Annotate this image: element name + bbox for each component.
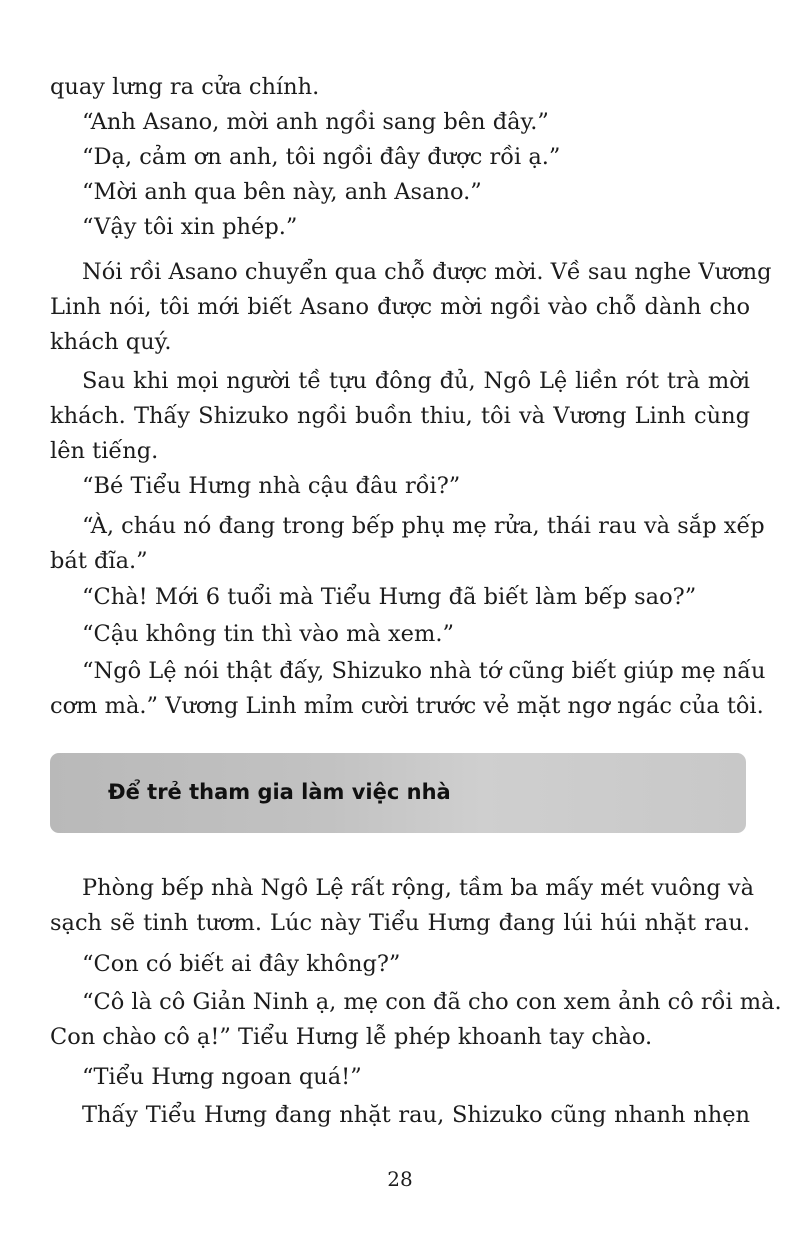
section-heading-banner xyxy=(50,753,746,833)
text-line: “Vậy tôi xin phép.” xyxy=(82,214,298,240)
text-line: Con chào cô ạ!” Tiểu Hưng lễ phép khoanh tay chào. xyxy=(50,1024,653,1050)
dialogue-paragraph xyxy=(50,947,750,982)
text-line: Linh nói, tôi mới biết Asano được mời ngồi vào chỗ dành cho xyxy=(50,294,750,320)
narrative-paragraph xyxy=(50,871,755,941)
text-line: “Cậu không tin thì vào mà xem.” xyxy=(82,621,454,647)
dialogue-paragraph xyxy=(50,140,750,175)
text-line: cơm mà.” Vương Linh mỉm cười trước vẻ mặt ngơ ngác của tôi. xyxy=(50,693,764,719)
text-line: lên tiếng. xyxy=(50,438,159,464)
narrative-paragraph xyxy=(50,1098,750,1133)
paragraph-continuation xyxy=(50,70,750,105)
text-line: quay lưng ra cửa chính. xyxy=(50,74,320,100)
text-line: “À, cháu nó đang trong bếp phụ mẹ rửa, thái rau và sắp xếp xyxy=(82,513,765,539)
dialogue-paragraph xyxy=(50,1060,750,1095)
text-line: Nói rồi Asano chuyển qua chỗ được mời. Về sau nghe Vương xyxy=(82,259,772,285)
text-line: “Mời anh qua bên này, anh Asano.” xyxy=(82,179,482,205)
dialogue-paragraph xyxy=(50,985,782,1055)
text-line: “Ngô Lệ nói thật đấy, Shizuko nhà tớ cũng biết giúp mẹ nấu xyxy=(82,658,766,684)
section-heading: Để trẻ tham gia làm việc nhà xyxy=(108,780,451,804)
text-line: “Tiểu Hưng ngoan quá!” xyxy=(82,1064,362,1090)
text-line: “Con có biết ai đây không?” xyxy=(82,951,401,977)
text-line: “Dạ, cảm ơn anh, tôi ngồi đây được rồi ạ.” xyxy=(82,144,561,170)
text-line: sạch sẽ tinh tươm. Lúc này Tiểu Hưng đang lúi húi nhặt rau. xyxy=(50,910,750,936)
dialogue-paragraph xyxy=(50,654,766,724)
page-number: 28 xyxy=(387,1167,413,1191)
dialogue-paragraph xyxy=(50,210,750,245)
text-line: khách. Thấy Shizuko ngồi buồn thiu, tôi và Vương Linh cùng xyxy=(50,403,750,429)
dialogue-paragraph xyxy=(50,469,750,504)
text-line: “Chà! Mới 6 tuổi mà Tiểu Hưng đã biết làm bếp sao?” xyxy=(82,584,697,610)
text-line: Phòng bếp nhà Ngô Lệ rất rộng, tầm ba mấy mét vuông và xyxy=(82,875,755,901)
text-line: bát đĩa.” xyxy=(50,548,148,574)
text-line: “Anh Asano, mời anh ngồi sang bên đây.” xyxy=(82,109,549,135)
narrative-paragraph xyxy=(50,364,750,469)
text-line: Thấy Tiểu Hưng đang nhặt rau, Shizuko cũng nhanh nhẹn xyxy=(82,1102,750,1128)
dialogue-paragraph xyxy=(50,580,750,615)
dialogue-paragraph xyxy=(50,105,750,140)
dialogue-paragraph xyxy=(50,175,750,210)
dialogue-paragraph xyxy=(50,617,750,652)
text-line: “Bé Tiểu Hưng nhà cậu đâu rồi?” xyxy=(82,473,461,499)
text-line: Sau khi mọi người tề tựu đông đủ, Ngô Lệ liền rót trà mời xyxy=(82,368,750,394)
dialogue-paragraph xyxy=(50,509,765,579)
text-line: “Cô là cô Giản Ninh ạ, mẹ con đã cho con xem ảnh cô rồi mà. xyxy=(82,989,782,1015)
text-line: khách quý. xyxy=(50,329,172,355)
narrative-paragraph xyxy=(50,255,772,360)
